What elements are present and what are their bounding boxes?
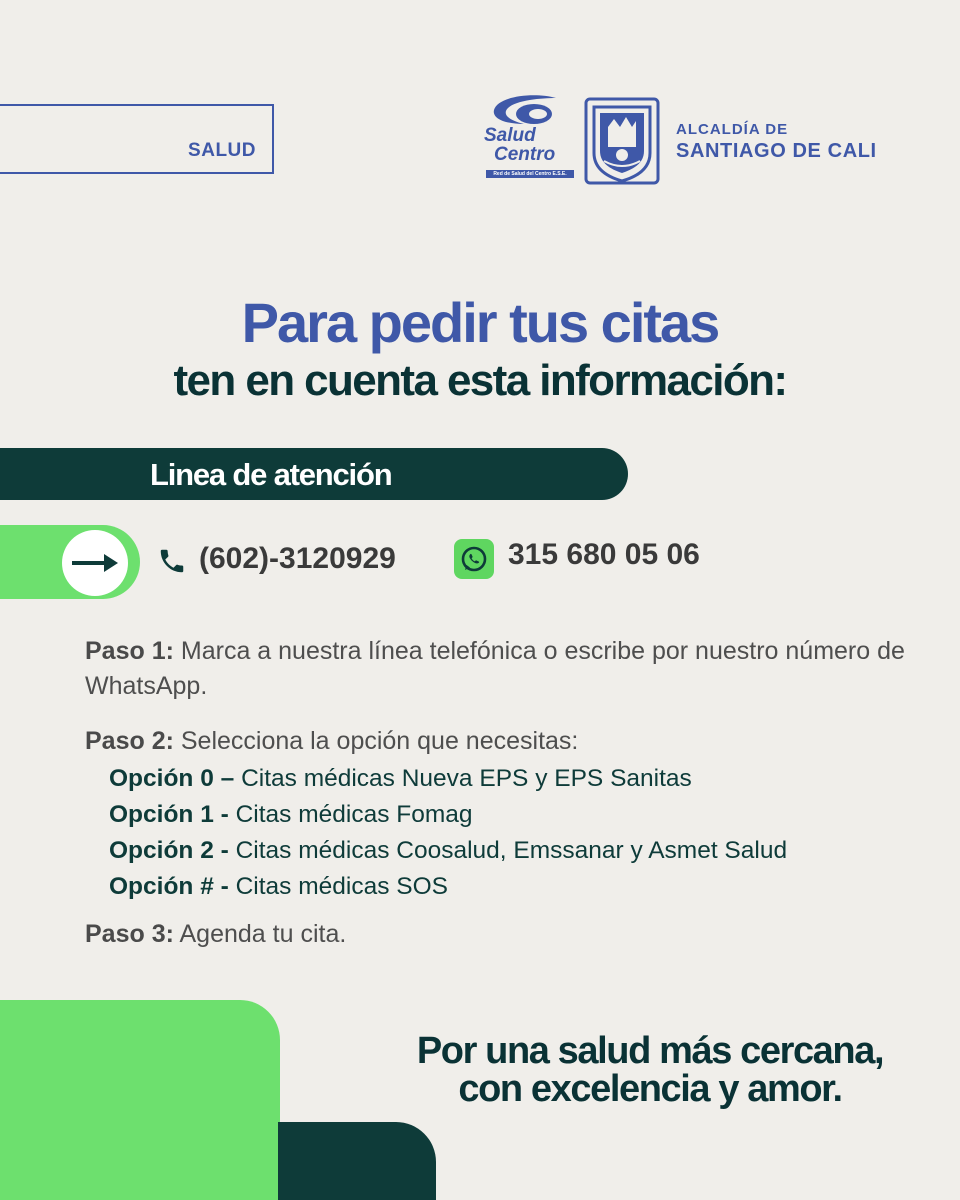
alcaldia-wordmark: [676, 121, 877, 163]
cali-coat-of-arms-icon: [584, 97, 660, 185]
steps-list: [85, 634, 925, 952]
step-3-text: Agenda tu cita.: [173, 920, 347, 948]
option-item: [109, 797, 925, 833]
arrow-right-icon: [72, 552, 120, 574]
step-3-label: Paso 3:: [85, 920, 174, 948]
decorative-green-block: [0, 1000, 280, 1200]
options-list: [85, 761, 925, 905]
whatsapp-icon: [454, 539, 494, 579]
headline-primary: Para pedir tus citas: [241, 291, 719, 354]
step-2: [85, 724, 925, 759]
option-label: Opción 2 -: [109, 837, 229, 864]
section-tag-label: SALUD: [188, 140, 256, 161]
option-label: Opción 0 –: [109, 765, 235, 792]
phone-number[interactable]: (602)-3120929: [199, 542, 396, 575]
step-1-label: Paso 1:: [85, 637, 174, 665]
salud-centro-logo: [484, 94, 576, 184]
option-item: [109, 833, 925, 869]
decorative-dark-block: [278, 1122, 436, 1200]
logo-line-1: Salud: [484, 125, 536, 146]
option-text: Citas médicas Fomag: [228, 801, 473, 828]
option-item: [109, 761, 925, 797]
option-text: Citas médicas Nueva EPS y EPS Sanitas: [234, 765, 692, 792]
option-text: Citas médicas SOS: [228, 873, 449, 900]
step-1-text: Marca a nuestra línea telefónica o escribe por nuestro número de WhatsApp.: [85, 637, 905, 700]
step-1: [85, 634, 925, 704]
step-3: [85, 917, 925, 952]
step-2-text: Selecciona la opción que necesitas:: [173, 727, 579, 755]
option-label: Opción # -: [109, 873, 229, 900]
option-item: [109, 869, 925, 905]
slogan-line-1: Por una salud más cercana,: [416, 1030, 884, 1072]
step-2-label: Paso 2:: [85, 727, 174, 755]
arrow-circle: [62, 530, 128, 596]
slogan: [350, 1032, 950, 1108]
section-tag-box: [0, 104, 274, 174]
logo-line-2: Centro: [494, 144, 556, 165]
whatsapp-number[interactable]: 315 680 05 06: [508, 538, 700, 571]
logo-subtitle: Red de Salud del Centro E.S.E.: [486, 170, 574, 178]
salud-centro-wordmark: [484, 126, 576, 164]
slogan-line-2: con excelencia y amor.: [458, 1068, 842, 1110]
option-text: Citas médicas Coosalud, Emssanar y Asmet Salud: [228, 837, 788, 864]
phone-icon: [157, 546, 187, 576]
alcaldia-line-1: ALCALDÍA DE: [676, 121, 789, 138]
contact-banner-label: Linea de atención: [150, 457, 392, 492]
headline-secondary: ten en cuenta esta información:: [173, 356, 787, 405]
alcaldia-line-2: SANTIAGO DE CALI: [676, 140, 877, 162]
option-label: Opción 1 -: [109, 801, 229, 828]
